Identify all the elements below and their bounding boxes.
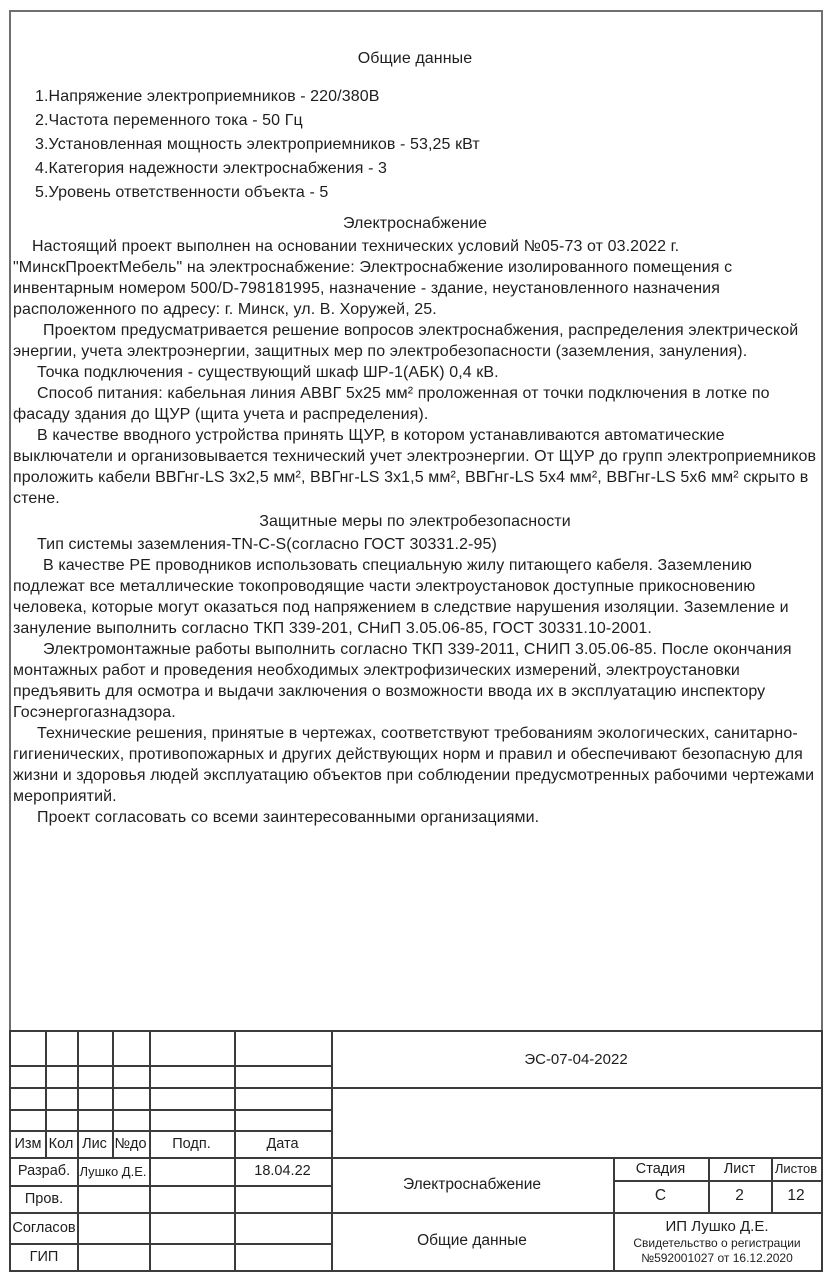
developer-date: 18.04.22 bbox=[254, 1163, 311, 1179]
stamp-divider bbox=[11, 1109, 331, 1111]
column-header-podpis: Подп. bbox=[172, 1135, 211, 1152]
column-header-lis: Лис bbox=[82, 1135, 107, 1152]
sheet-number-value: 2 bbox=[735, 1187, 744, 1204]
document-number: ЭС-07-04-2022 bbox=[524, 1051, 628, 1068]
page-title: Общие данные bbox=[357, 50, 473, 67]
row-label-gip: ГИП bbox=[29, 1248, 59, 1265]
row-label-prov: Пров. bbox=[24, 1190, 64, 1207]
paragraph: Проектом предусматривается решение вопросов электроснабжения, распределения электрической энергии, учета электроэнергии, защитных мер по электробезопасности (заземления, зануления). bbox=[13, 322, 799, 360]
paragraph: В качестве вводного устройства принять ЩУР, в котором устанавливаются автоматические выключатели и организовывается технический учет электроэнергии. От ЩУР до групп электроприемников проложить кабели ВВГнг-LS 3х2,5 мм², ВВГнг-LS 3х1,5 мм², ВВГнг-LS 5х4 мм², ВВГнг-LS 5х6 мм² скрыто в стене. bbox=[13, 427, 817, 507]
row-label-soglasov: Согласов bbox=[12, 1219, 76, 1236]
column-header-ndok: №до bbox=[114, 1135, 147, 1152]
registration-certificate-label: Свидетельство о регистрации bbox=[633, 1235, 801, 1250]
paragraph: Проект согласовать со всеми заинтересованными организациями. bbox=[37, 809, 540, 826]
list-item: 4.Категория надежности электроснабжения - 3 bbox=[35, 160, 388, 177]
list-item: 5.Уровень ответственности объекта - 5 bbox=[35, 184, 329, 201]
stamp-divider bbox=[11, 1065, 331, 1067]
stage-header: Стадия bbox=[635, 1160, 686, 1177]
paragraph: Тип системы заземления-TN-C-S(согласно ГОСТ 30331.2-95) bbox=[37, 536, 497, 553]
sheets-total-value: 12 bbox=[787, 1187, 805, 1204]
developer-name: Лушко Д.Е. bbox=[79, 1163, 147, 1179]
sheet-header: Лист bbox=[723, 1160, 756, 1177]
paragraph: Настоящий проект выполнен на основании технических условий №05-73 от 03.2022 г. "МинскПроектМебель" на электроснабжение: Электроснабжение изолированного помещения с инвентарным номером 500/D-798181995, назначение - здание, неустановленного назначения расположенного по адресу: г. Минск, ул. В. Хоружей, 25. bbox=[13, 238, 733, 318]
company-info bbox=[613, 1212, 821, 1270]
list-item: 2.Частота переменного тока - 50 Гц bbox=[35, 112, 303, 129]
paragraph: Электромонтажные работы выполнить согласно ТКП 339-2011, СНИП 3.05.06-85. После окончания монтажных работ и проведения необходимых электрофизических измерений, электроустановки предъявить для осмотра и выдачи заключения о возможности ввода их в эксплуатацию инспектору Госэнергогазнадзора. bbox=[13, 641, 792, 721]
paragraph: Технические решения, принятые в чертежах, соответствуют требованиям экологических, санитарно-гигиенических, противопожарных и других действующих норм и правил и обеспечивают безопасную для жизни и здоровья людей эксплуатацию объектов при соблюдении предусмотренных рабочими чертежами мероприятий. bbox=[13, 725, 815, 805]
column-header-data: Дата bbox=[266, 1135, 299, 1152]
column-header-izm: Изм bbox=[14, 1135, 42, 1152]
section-header-power-supply: Электроснабжение bbox=[342, 215, 488, 232]
section-header-protective-measures: Защитные меры по электробезопасности bbox=[259, 513, 571, 530]
registration-certificate-number: №592001027 от 16.12.2020 bbox=[641, 1250, 793, 1265]
paragraph: В качестве РЕ проводников использовать специальную жилу питающего кабеля. Заземлению подлежат все металлические токопроводящие части электроустановок доступные прикосновению человека, которые могут оказаться под напряжением в следствие нарушения изоляции. Заземление и зануление выполнить согласно ТКП 339-201, СНиП 3.05.06-85, ГОСТ 30331.10-2001. bbox=[13, 557, 789, 637]
paragraph: Способ питания: кабельная линия АВВГ 5х25 мм² проложенная от точки подключения в лотке по фасаду здания до ЩУР (щита учета и распределения). bbox=[13, 385, 770, 423]
sheets-header: Листов bbox=[774, 1161, 818, 1176]
list-item: 1.Напряжение электроприемников - 220/380В bbox=[35, 88, 380, 105]
title-block bbox=[9, 1030, 823, 1272]
project-title: Электроснабжение bbox=[402, 1175, 542, 1193]
list-item: 3.Установленная мощность электроприемников - 53,25 кВт bbox=[35, 136, 480, 153]
stamp-divider bbox=[11, 1087, 821, 1089]
stage-value: С bbox=[654, 1187, 667, 1204]
company-name: ИП Лушко Д.Е. bbox=[665, 1217, 769, 1235]
sheet-title: Общие данные bbox=[417, 1232, 527, 1249]
document-body bbox=[13, 46, 817, 828]
column-header-kol: Кол bbox=[48, 1135, 74, 1152]
general-data-list bbox=[35, 85, 817, 205]
row-label-razrab: Разраб. bbox=[17, 1163, 71, 1179]
paragraph: Точка подключения - существующий шкаф ШР-1(АБК) 0,4 кВ. bbox=[37, 364, 499, 381]
